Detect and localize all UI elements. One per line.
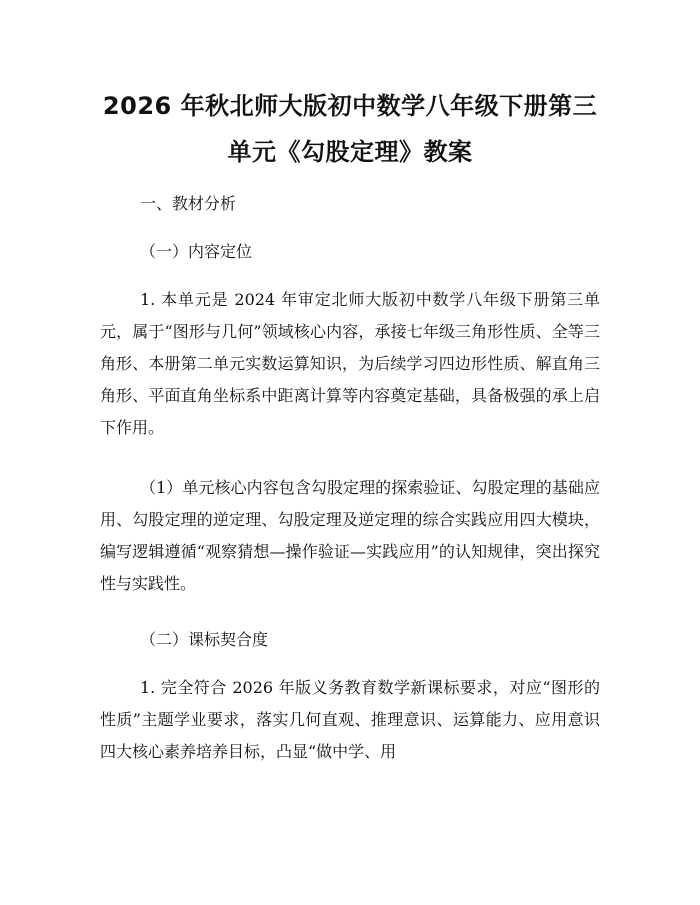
- document-title-line-2: 单元《勾股定理》教案: [227, 138, 473, 166]
- subsection-heading-content-positioning: （一）内容定位: [140, 242, 253, 261]
- section-heading-textbook-analysis: 一、教材分析: [140, 194, 237, 213]
- paragraph-curriculum-standards: 1. 完全符合 2026 年版义务教育数学新课标要求，对应“图形的性质”主题学业要求，落实几何直观、推理意识、运算能力、应用意识四大核心素养培养目标，凸显“做中学、用: [100, 678, 600, 761]
- subsection-heading-curriculum-fit: （二）课标契合度: [140, 630, 269, 649]
- document-title-line-1: 2026 年秋北师大版初中数学八年级下册第三: [102, 92, 598, 120]
- paragraph-unit-overview: 1. 本单元是 2024 年审定北师大版初中数学八年级下册第三单元，属于“图形与几何”领域核心内容，承接七年级三角形性质、全等三角形、本册第二单元实数运算知识，为后续学习四边形性质、解直角三角形、平面直角坐标系中距离计算等内容奠定基础，具备极强的承上启下作用。: [100, 290, 600, 437]
- paragraph-core-content: （1）单元核心内容包含勾股定理的探索验证、勾股定理的基础应用、勾股定理的逆定理、勾股定理及逆定理的综合实践应用四大模块，编写逻辑遵循“观察猜想—操作验证—实践应用”的认知规律，突出探究性与实践性。: [100, 478, 600, 593]
